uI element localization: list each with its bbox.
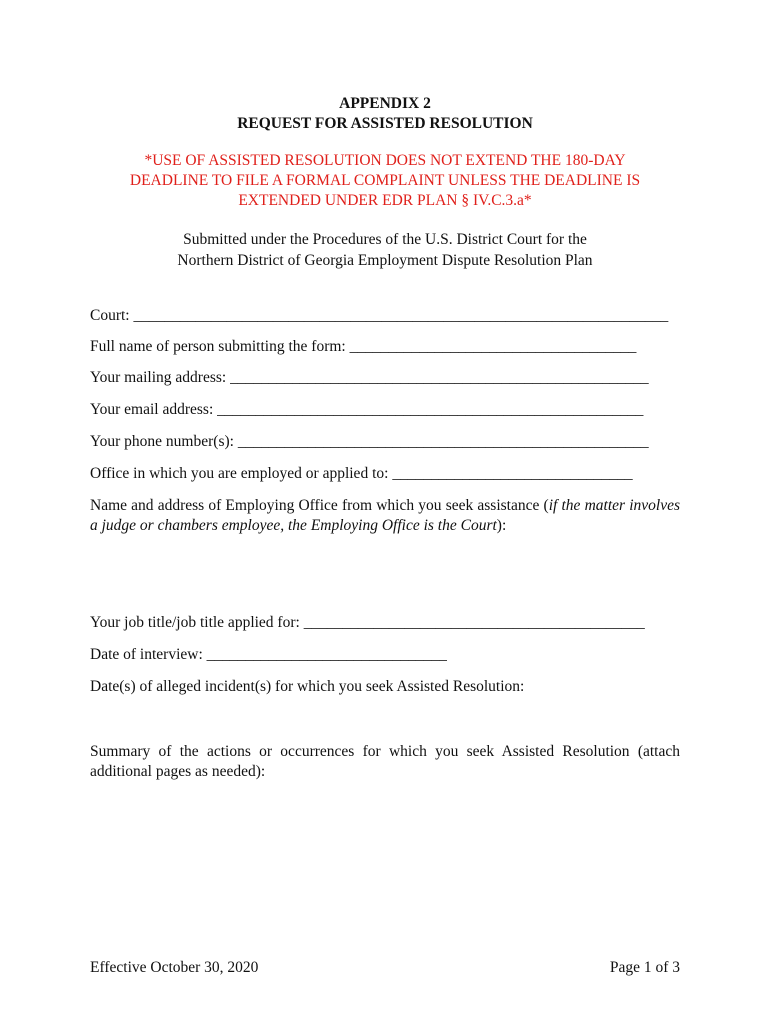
full-name-label: Full name of person submitting the form: xyxy=(90,338,350,355)
phone-label: Your phone number(s): xyxy=(90,433,238,450)
job-title-label: Your job title/job title applied for: xyxy=(90,614,304,631)
warning-line-2: DEADLINE TO FILE A FORMAL COMPLAINT UNLESS THE DEADLINE IS xyxy=(129,172,641,189)
mailing-address-blank[interactable]: ______________________________________________________ xyxy=(230,369,649,386)
warning-line-1: *USE OF ASSISTED RESOLUTION DOES NOT EXTEND THE 180-DAY xyxy=(144,152,626,169)
summary-text: Summary of the actions or occurrences for which you seek Assisted Resolution (attach additional pages as needed): xyxy=(90,743,680,780)
submitted-under-note xyxy=(90,229,680,271)
employing-office-text: Name and address of Employing Office from which you seek assistance ( xyxy=(90,497,549,514)
page-number: Page 1 of 3 xyxy=(609,959,680,976)
employing-office-note: if the matter involves a judge or chambers employee, the Employing Office is the Court xyxy=(90,497,680,534)
phone-field[interactable] xyxy=(90,432,680,452)
office-blank[interactable]: _______________________________ xyxy=(392,465,633,482)
job-title-blank[interactable]: ____________________________________________ xyxy=(303,614,645,631)
summary-paragraph[interactable] xyxy=(90,742,680,782)
form-title: REQUEST FOR ASSISTED RESOLUTION xyxy=(237,115,533,132)
employing-office-paragraph[interactable] xyxy=(90,496,680,536)
employing-office-text-end: ): xyxy=(496,517,507,534)
incident-dates-field[interactable] xyxy=(90,677,680,697)
office-field[interactable] xyxy=(90,464,680,484)
email-field[interactable] xyxy=(90,400,680,420)
court-field[interactable] xyxy=(90,306,680,326)
office-label: Office in which you are employed or applied to: xyxy=(90,465,393,482)
court-blank[interactable]: _____________________________________________________________________ xyxy=(133,307,669,324)
submitted-line-1: Submitted under the Procedures of the U.S. District Court for the xyxy=(183,231,587,248)
warning-line-3: EXTENDED UNDER EDR PLAN § IV.C.3.a* xyxy=(238,192,532,209)
email-label: Your email address: xyxy=(90,401,218,418)
email-blank[interactable]: _______________________________________________________ xyxy=(217,401,644,418)
interview-date-field[interactable] xyxy=(90,645,680,665)
effective-date: Effective October 30, 2020 xyxy=(90,959,259,976)
deadline-warning xyxy=(90,151,680,211)
submitted-line-2: Northern District of Georgia Employment Dispute Resolution Plan xyxy=(177,252,593,269)
full-name-blank[interactable]: _____________________________________ xyxy=(349,338,637,355)
mailing-address-field[interactable] xyxy=(90,368,680,388)
mailing-address-label: Your mailing address: xyxy=(90,369,231,386)
job-title-field[interactable] xyxy=(90,613,680,633)
court-label: Court: xyxy=(90,307,134,324)
document-title xyxy=(90,94,680,134)
phone-blank[interactable]: _____________________________________________________ xyxy=(237,433,649,450)
incident-dates-label: Date(s) of alleged incident(s) for which you seek Assisted Resolution: xyxy=(90,678,525,695)
appendix-heading: APPENDIX 2 xyxy=(339,95,431,112)
full-name-field[interactable] xyxy=(90,337,680,357)
interview-date-label: Date of interview: xyxy=(90,646,207,663)
interview-date-blank[interactable]: _______________________________ xyxy=(206,646,447,663)
